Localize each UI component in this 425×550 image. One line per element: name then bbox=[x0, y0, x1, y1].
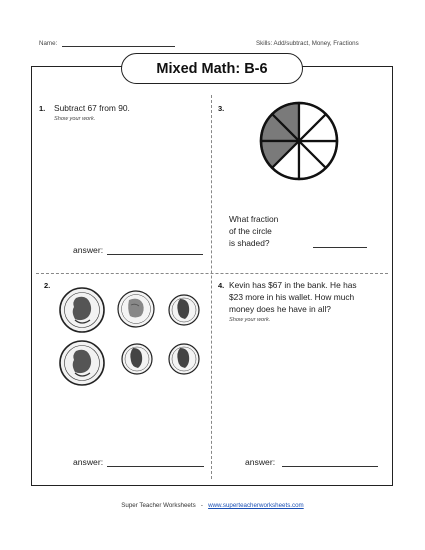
penny-coin bbox=[122, 344, 152, 374]
q1-instruction: Show your work. bbox=[54, 116, 96, 122]
penny-coin bbox=[169, 295, 199, 325]
q1-answer-line[interactable] bbox=[107, 254, 203, 255]
q2-answer-label: answer: bbox=[73, 457, 104, 467]
q4-answer-line[interactable] bbox=[282, 466, 378, 467]
q2-number: 2. bbox=[44, 281, 51, 290]
q2-answer-line[interactable] bbox=[107, 466, 204, 467]
name-label: Name: bbox=[39, 40, 58, 47]
q4-text-line-2: $23 more in his wallet. How much bbox=[229, 292, 355, 302]
q4-instruction: Show your work. bbox=[229, 317, 271, 323]
q3-question-line-1: What fraction bbox=[229, 214, 279, 224]
q3-question-line-3: is shaded? bbox=[229, 238, 270, 248]
footer bbox=[0, 502, 425, 509]
footer-brand: Super Teacher Worksheets bbox=[121, 502, 196, 509]
footer-link[interactable]: www.superteacherworksheets.com bbox=[208, 502, 304, 509]
coins-group bbox=[55, 285, 205, 389]
q4-number: 4. bbox=[218, 281, 225, 290]
q1-answer-label: answer: bbox=[73, 245, 104, 255]
q4-answer-label: answer: bbox=[245, 457, 276, 467]
vertical-divider bbox=[211, 95, 212, 479]
q3-answer-line[interactable] bbox=[313, 247, 367, 248]
name-line[interactable] bbox=[62, 46, 175, 47]
penny-coin bbox=[169, 344, 199, 374]
horizontal-divider bbox=[36, 273, 388, 274]
skills-label: Skills: Add/subtract, Money, Fractions bbox=[256, 40, 359, 47]
q1-text: Subtract 67 from 90. bbox=[54, 103, 130, 113]
half-dollar-coin bbox=[60, 288, 104, 332]
q1-number: 1. bbox=[39, 104, 46, 113]
fraction-circle bbox=[258, 100, 340, 182]
footer-separator: - bbox=[200, 502, 203, 509]
q3-number: 3. bbox=[218, 104, 225, 113]
q3-question-line-2: of the circle bbox=[229, 226, 272, 236]
page-title: Mixed Math: B-6 bbox=[121, 53, 303, 84]
q4-text-line-1: Kevin has $67 in the bank. He has bbox=[229, 280, 357, 290]
half-dollar-coin bbox=[60, 341, 104, 385]
q4-text-line-3: money does he have in all? bbox=[229, 304, 331, 314]
nickel-coin bbox=[118, 291, 154, 327]
